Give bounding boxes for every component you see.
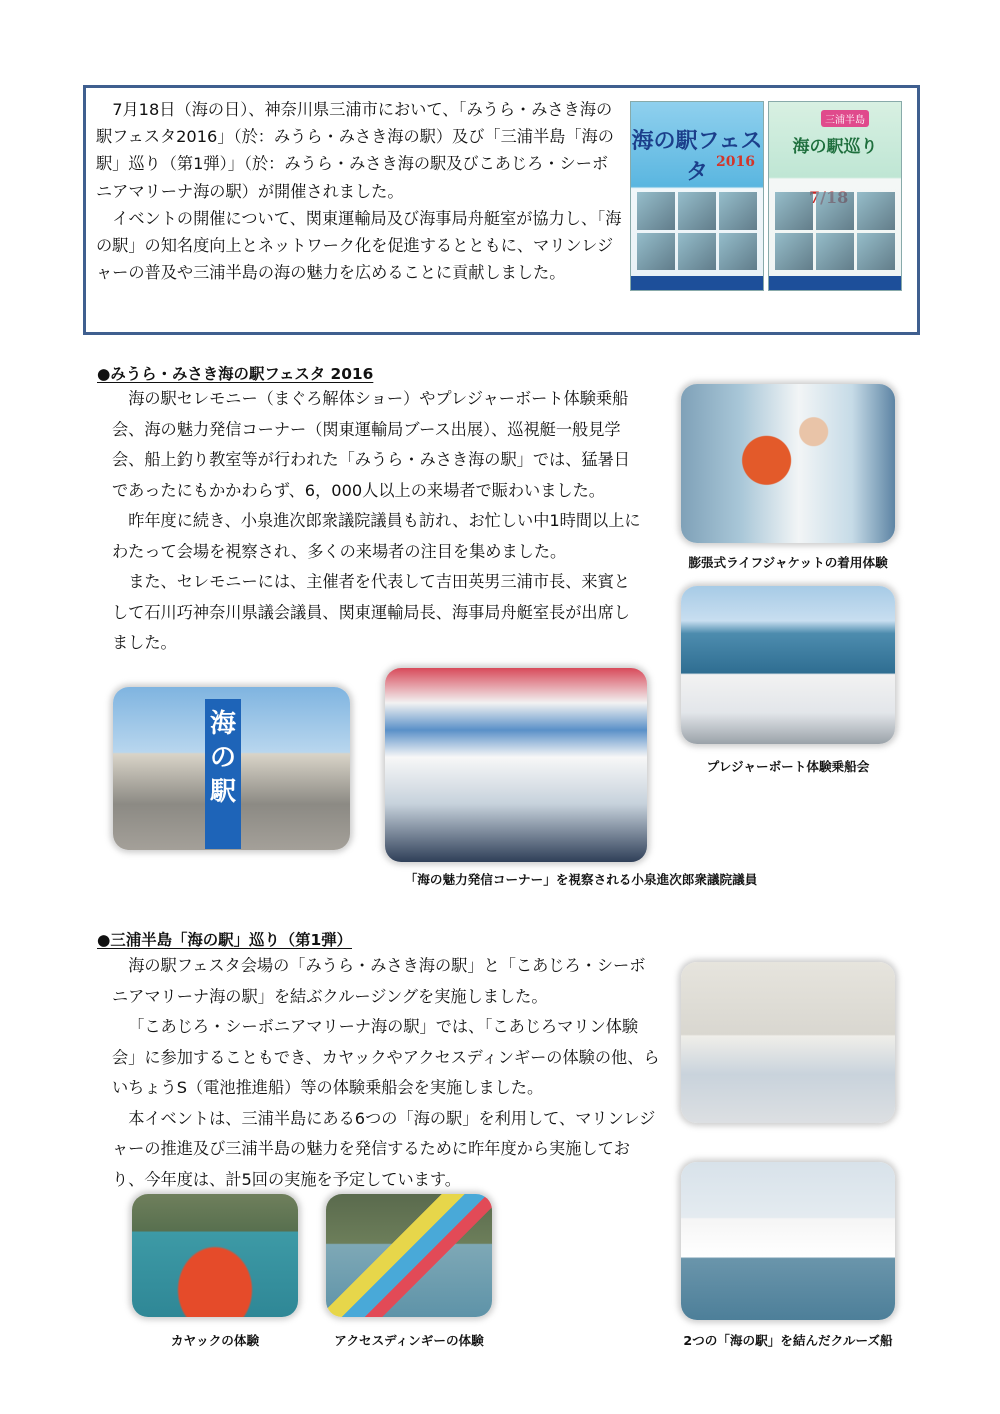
koajiro-team-photo [681, 962, 895, 1123]
meguri-body [112, 951, 660, 1195]
festa-poster-title: 海の駅フェスタ [631, 129, 763, 185]
kayak-caption: カヤックの体験 [170, 1333, 260, 1348]
booth-caption: 「海の魅力発信コーナー」を視察される小泉進次郎衆議院議員 [404, 872, 758, 887]
meguri-poster-tag: 三浦半島 [821, 110, 869, 127]
festa-heading: ●みうら・みさき海の駅フェスタ 2016 [97, 365, 374, 383]
intro-text [96, 96, 622, 286]
festa-paragraph: 昨年度に続き、小泉進次郎衆議院議員も訪れ、お忙しい中1時間以上にわたって会場を視察され、多くの来場者の注目を集めました。 [112, 511, 641, 561]
meguri-heading: ●三浦半島「海の駅」巡り（第1弾） [97, 931, 352, 949]
festa-paragraph: 海の駅セレモニー（まぐろ解体ショー）やプレジャーボート体験乗船会、海の魅力発信コーナー（関東運輸局ブース出展）、巡視艇一般見学会、船上釣り教室等が行われた「みうら・みさき海の駅」では、猛暑日であったにもかかわらず、6，000人以上の来場者で賑わいました。 [112, 389, 630, 500]
pleasure-boat-photo [681, 586, 895, 744]
poster-footer [769, 276, 901, 290]
meguri-poster-title: 海の駅巡り [792, 137, 878, 157]
access-dinghy-photo [326, 1194, 492, 1317]
festa-poster-image [630, 101, 764, 291]
meguri-poster-image [768, 101, 902, 291]
meguri-paragraph: 「こあじろ・シーボニアマリーナ海の駅」では、「こあじろマリン体験会」に参加することもでき、カヤックやアクセスディンギーの体験の他、らいちょうS（電池推進船）等の体験乗船会を実施しました。 [112, 1017, 660, 1097]
meguri-paragraph: 海の駅フェスタ会場の「みうら・みさき海の駅」と「こあじろ・シーボニアマリーナ海の駅」を結ぶクルージングを実施しました。 [112, 956, 646, 1006]
festa-body [112, 384, 644, 659]
access-dinghy-caption: アクセスディンギーの体験 [334, 1333, 484, 1348]
cruise-ship-photo [681, 1162, 895, 1320]
meguri-paragraph: 本イベントは、三浦半島にある6つの「海の駅」を利用して、マリンレジャーの推進及び三浦半島の魅力を発信するために昨年度から実施しており、今年度は、計5回の実施を予定しています。 [112, 1108, 656, 1189]
kayak-photo [132, 1194, 298, 1317]
festa-paragraph: また、セレモニーには、主催者を代表して吉田英男三浦市長、来賓として石川巧神奈川県議会議員、関東運輸局長、海事局舟艇室長が出席しました。 [112, 572, 630, 652]
poster-photo-grid [637, 192, 757, 270]
cruise-ship-caption: 2つの「海の駅」を結んだクルーズ船 [683, 1333, 893, 1348]
intro-paragraph: イベントの開催について、関東運輸局及び海事局舟艇室が協力し、「海の駅」の知名度向上とネットワーク化を促進するとともに、マリンレジャーの普及や三浦半島の海の魅力を広めることに貢献しました。 [96, 208, 622, 283]
ceremony-group-photo [113, 687, 350, 850]
pleasure-boat-caption: プレジャーボート体験乗船会 [706, 759, 870, 774]
festa-poster-year: 2016 [716, 154, 755, 170]
lifejacket-photo [681, 384, 895, 543]
poster-footer [631, 276, 763, 290]
lifejacket-caption: 膨張式ライフジャケットの着用体験 [688, 555, 888, 570]
poster-photo-grid [775, 192, 895, 270]
intro-box [83, 85, 920, 335]
booth-inspection-photo [385, 668, 647, 862]
banner-text: 海の駅 [209, 709, 236, 807]
intro-paragraph: 7月18日（海の日）、神奈川県三浦市において、「みうら・みさき海の駅フェスタ2016」（於：みうら・みさき海の駅）及び「三浦半島「海の駅」巡り（第1弾）」（於：みうら・みさき海の駅及びこあじろ・シーボニアマリーナ海の駅）が開催されました。 [96, 100, 614, 201]
